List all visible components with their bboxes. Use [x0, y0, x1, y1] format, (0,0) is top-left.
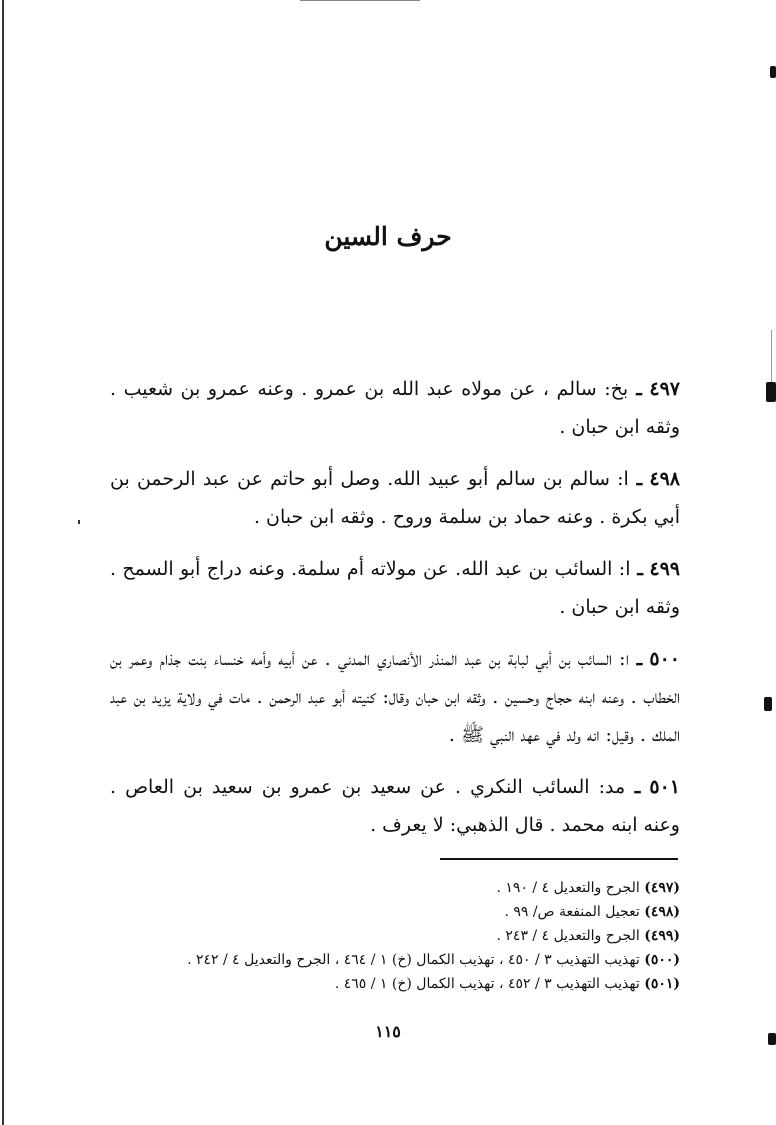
entries-list	[110, 370, 680, 844]
entry-dash: ـ	[628, 468, 643, 490]
scan-mark	[766, 382, 776, 402]
footnote-number: (٤٩٩)	[644, 928, 680, 944]
footnote-separator	[440, 858, 678, 860]
footnote	[100, 948, 680, 972]
entry-text: ا: السائب بن أبي لبابة بن عبد المنذر الأنصاري المدني . عن أبيه وأمه خنساء بنت جذام وعمر بن الخطاب . وعنه ابنه حجاج وحسين . وثقه ابن حبان وقال: كنيته أبو عبد الرحمن . مات في ولاية يزيد بن عبد الملك . وقيل: انه ولد في عهد النبي ﷺ .	[110, 648, 680, 746]
entry-text: بخ: سالم ، عن مولاه عبد الله بن عمرو . وعنه عمرو بن شعيب . وثقه ابن حبان .	[110, 378, 680, 438]
entry-number: ٥٠١	[649, 776, 680, 798]
entry	[110, 460, 680, 536]
entry-dash: ـ	[630, 558, 643, 580]
footnote-number: (٥٠٠)	[644, 952, 680, 968]
footnote-number: (٤٩٧)	[644, 880, 680, 896]
scan-edge-left	[2, 0, 4, 1125]
entry-number: ٤٩٨	[649, 468, 680, 490]
footnote-number: (٤٩٨)	[644, 904, 680, 920]
entry	[110, 370, 680, 446]
entry-text: مد: السائب النكري . عن سعيد بن عمرو بن سعيد بن العاص . وعنه ابنه محمد . قال الذهبي: لا يعرف .	[110, 776, 680, 836]
entry-text: ا: سالم بن سالم أبو عبيد الله. وصل أبو حاتم عن عبد الرحمن بن أبي بكرة . وعنه حماد بن سلمة وروح . وثقه ابن حبان .	[110, 468, 680, 528]
footnote-number: (٥٠١)	[644, 976, 680, 992]
footnotes	[100, 876, 680, 996]
entry-dash: ـ	[628, 648, 643, 670]
entry-number: ٥٠٠	[649, 648, 680, 670]
footnote	[100, 900, 680, 924]
footnote	[100, 924, 680, 948]
footnote-text: تهذيب التهذيب ٣ / ٤٥٠ ، تهذيب الكمال (خ) ١ / ٤٦٤ ، الجرح والتعديل ٤ / ٢٤٢ .	[187, 952, 640, 968]
page-number: ١١٥	[375, 1022, 401, 1041]
entry	[110, 550, 680, 626]
scan-edge-right	[771, 330, 772, 390]
scan-mark	[764, 697, 772, 711]
scan-speck	[78, 520, 80, 524]
footnote-text: تهذيب التهذيب ٣ / ٤٥٢ ، تهذيب الكمال (خ) ١ / ٤٦٥ .	[334, 976, 640, 992]
footnote	[100, 876, 680, 900]
footnote	[100, 972, 680, 996]
entry-dash: ـ	[625, 776, 641, 798]
footnote-text: تعجيل المنفعة ص/ ٩٩ .	[504, 904, 640, 920]
entry-number: ٤٩٩	[649, 558, 680, 580]
entry	[110, 640, 680, 754]
entry-text: ا: السائب بن عبد الله. عن مولاته أم سلمة. وعنه دراج أبو السمح . وثقه ابن حبان .	[110, 558, 680, 618]
footnote-text: الجرح والتعديل ٤ / ١٩٠ .	[496, 880, 640, 896]
scan-mark	[770, 66, 776, 78]
entry	[110, 768, 680, 844]
footnote-text: الجرح والتعديل ٤ / ٢٤٣ .	[496, 928, 640, 944]
scan-edge-top	[300, 0, 420, 1]
entry-number: ٤٩٧	[649, 378, 681, 400]
entry-dash: ـ	[628, 378, 642, 400]
chapter-title: حرف السين	[324, 222, 452, 251]
